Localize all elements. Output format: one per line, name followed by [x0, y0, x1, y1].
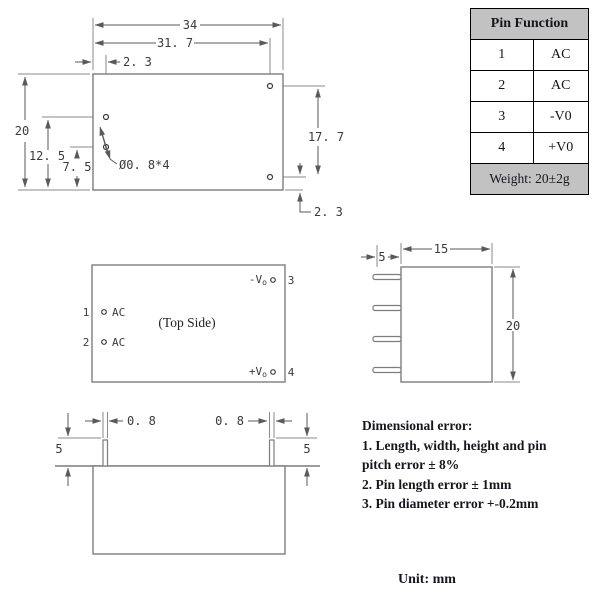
pin-number: 3: [471, 102, 534, 133]
pin-number: 1: [471, 40, 534, 71]
table-row: [471, 71, 589, 102]
dim-right-pin-offset-label: 2. 3: [314, 205, 343, 219]
pin-function: -V0: [533, 102, 588, 133]
dim-pin2-height-label: 7. 5: [62, 160, 92, 174]
pin-function: AC: [533, 71, 588, 102]
pin-hole: [268, 175, 273, 180]
front-view-drawing: [40, 402, 340, 562]
pin1-number-label: 1: [82, 306, 90, 319]
dim-pin1-height-label: 12. 5: [28, 149, 66, 163]
pin-lead: [373, 368, 401, 373]
pin-lead: [270, 440, 275, 466]
pin-hole: [268, 84, 273, 89]
pin-lead: [373, 306, 401, 311]
table-title: Pin Function: [471, 9, 589, 40]
side-view-drawing: [340, 233, 540, 403]
pin-function-table: [470, 8, 589, 195]
notes-title: Dimensional error:: [362, 418, 473, 433]
pin-hole: [271, 278, 276, 283]
dim-pin-height-left-label: 5: [55, 442, 63, 456]
pin-number: 4: [471, 133, 534, 164]
table-footer-row: [471, 164, 589, 195]
module-body-outline: [93, 466, 285, 554]
pin1-ac-label: AC: [112, 306, 126, 319]
dim-right-pin-pitch-label: 17. 7: [307, 130, 345, 144]
tolerance-notes: [362, 416, 594, 514]
vpos-label: +Vo: [248, 365, 267, 379]
dim-overall-width-label: 34: [182, 18, 198, 32]
unit-label: Unit: mm: [398, 572, 456, 587]
hole-diameter-label: Ø0. 8*4: [119, 158, 170, 172]
pin3-number-label: 3: [287, 274, 295, 287]
table-row: [471, 40, 589, 71]
dim-pin-width-right-label: 0. 8: [215, 414, 244, 428]
pin4-number-label: 4: [287, 366, 295, 379]
module-body-outline: [401, 267, 492, 382]
footprint-dimension-drawing: [0, 0, 348, 235]
notes-line: 1. Length, width, height and pin: [362, 437, 547, 453]
vneg-label: -Vo: [248, 273, 267, 287]
dim-left-pin-offset-label: 2. 3: [123, 55, 152, 69]
pin-number: 2: [471, 71, 534, 102]
pin2-number-label: 2: [82, 336, 90, 349]
module-body-outline: [93, 74, 283, 190]
pin-function: +V0: [533, 133, 588, 164]
top-side-view: [60, 248, 310, 398]
table-header-row: [471, 9, 589, 40]
table-row: [471, 102, 589, 133]
pin-lead: [373, 275, 401, 280]
dim-height-label: 20: [505, 319, 521, 333]
dim-overall-height-label: 20: [14, 124, 30, 138]
weight-value: Weight: 20±2g: [471, 164, 589, 195]
dim-pin-span-label: 31. 7: [156, 36, 194, 50]
pin-hole: [104, 115, 109, 120]
pin-hole: [102, 340, 107, 345]
pin-lead: [373, 337, 401, 342]
pin-lead: [103, 440, 108, 466]
notes-line: 3. Pin diameter error +-0.2mm: [362, 496, 539, 511]
pin-hole: [102, 310, 107, 315]
table-row: [471, 133, 589, 164]
extension-lines: [58, 412, 317, 438]
dim-pin-height-right-label: 5: [303, 442, 311, 456]
pin-function: AC: [533, 40, 588, 71]
top-side-caption: (Top Side): [158, 315, 216, 330]
dim-depth-label: 15: [433, 242, 449, 256]
notes-line: pitch error ± 8%: [362, 457, 460, 472]
pin-hole: [271, 370, 276, 375]
notes-line: 2. Pin length error ± 1mm: [362, 476, 512, 492]
pin2-ac-label: AC: [112, 336, 126, 349]
dim-pin-length-label: 5: [378, 250, 386, 264]
dim-pin-width-left-label: 0. 8: [127, 414, 156, 428]
